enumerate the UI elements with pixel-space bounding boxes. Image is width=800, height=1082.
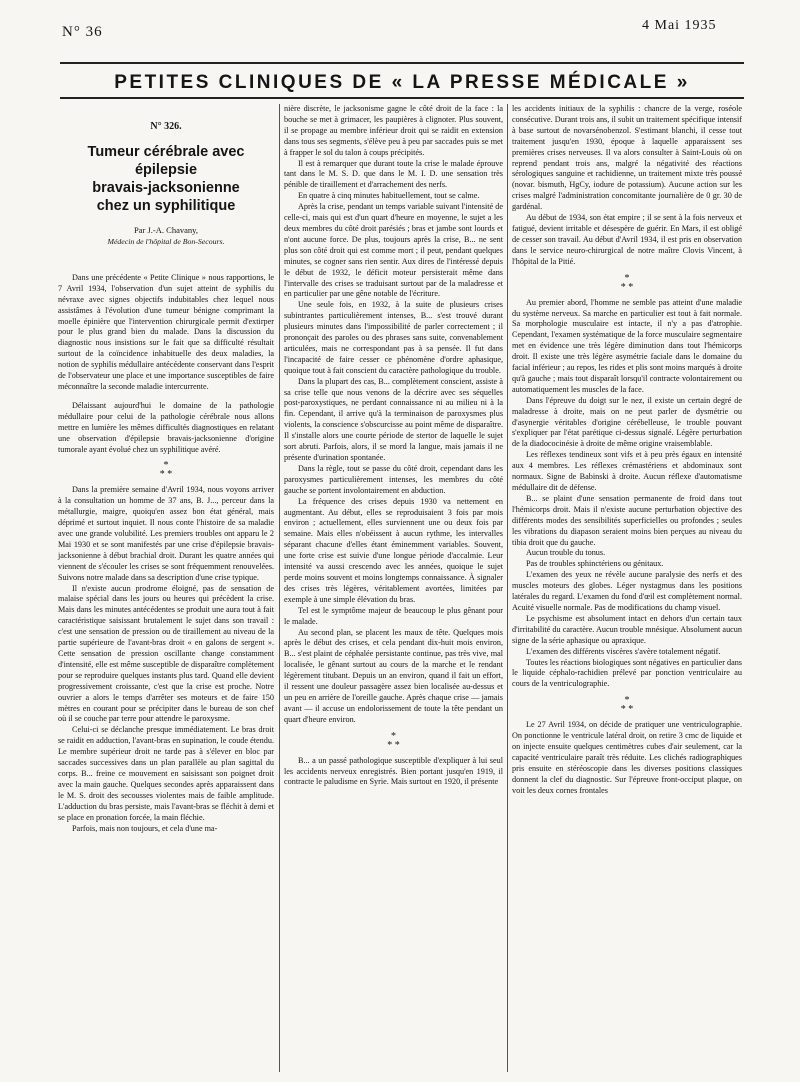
byline (58, 225, 274, 247)
paragraph: Tel est le symptôme majeur de beaucoup le plus gênant pour le malade. (284, 605, 503, 626)
column-separator-2 (507, 104, 508, 1072)
paragraph: Dans une précédente « Petite Clinique » nous rapportions, le 7 Avril 1934, l'observation d'un sujet atteint de syphilis du névraxe avec signes objectifs indubitables chez lequel nous assistâmes à l'évolution d'une tumeur bénigne comprimant la moelle épinière que l'intervention chirurgicale permit d'extirper pour le plus grand bien du malade. Dans la discussion du diagnostic nous insistions sur le fait que sa difficulté résultait surtout de la coïncidence inhabituelle des deux maladies, la notion de syphilis médullaire antécédente conservant dans l'esprit de l'observateur une place et une importance susceptibles de faire méconnaître la seconde maladie intercurrente. (58, 272, 274, 391)
paragraph: Dans la plupart des cas, B... complètement conscient, assiste à sa crise telle que nous venons de la décrire avec ses séquelles post-paroxystiques, ne perdant connaissance ni au milieu ni à la fin. Cependant, il arrive qu'à la terminaison de paroxysmes plus violents, la conscience s'obscurcisse au point même de disparaître. Il s'installe alors une courte période de stertor de laquelle le sujet sort abruti. Parfois, alors, il se mord la langue, mais jamais il ne présente d'urination spontanée. (284, 376, 503, 462)
paragraph: Toutes les réactions biologiques sont négatives en particulier dans le liquide céphalo-rachidien prélevé par ponction ventriculaire au cours de la ventriculographie. (512, 657, 742, 689)
paragraph: Dans la première semaine d'Avril 1934, nous voyons arriver à la consultation un homme de 37 ans, B. J..., perceur dans la métallurgie, maigre, quoiqu'en assez bon état général, mais déprimé et surtout inquiet. Il nous conte l'histoire de sa maladie avec une grande volubilité. Les premiers troubles ont apparu le 2 Mai 1930 et se sont manifestés par une crise d'épilepsie bravais-jacksonienne à début brachial droit. Durant les quatre années qui viennent de s'écouler les crises se sont fréquemment renouvelées. Suivons notre malade dans sa description d'une crise typique. (58, 485, 274, 582)
paragraph: Pas de troubles sphinctériens ou génitaux. (526, 559, 664, 569)
section-separator: * * * (620, 272, 634, 293)
paragraph: La fréquence des crises depuis 1930 va nettement en augmentant. Au début, elles se reproduisaient 3 fois par mois environ ; actuellement, elles surviennent une ou deux fois par semaine. Mais elles n'obéissent à aucun rythme, les intervalles séparant chacune d'elles étant éminemment variables. Souvent, une forte crise est suivie d'une longue période d'accalmie. Leur intensité va aussi crescendo avec les années, quoique le sujet perde moins souvent et moins longtemps connaissance. À signaler des crises très légères, véritablement avortées, limitées par exemple à une simple élévation du bras. (284, 496, 503, 604)
title-line: chez un syphilitique (96, 197, 236, 214)
column-1 (58, 104, 274, 834)
paragraph: Le psychisme est absolument intact en dehors d'un certain taux d'irritabilité du caractère. Aucun trouble mnésique. Absolument aucun signe de la série aphasique ou apraxique. (512, 613, 742, 645)
paragraph: Il n'existe aucun prodrome éloigné, pas de sensation de malaise spécial dans les jours ou heures qui précèdent la crise. Mais dans les minutes antécédentes se produit une aura tout à fait caractéristique saisissant brutalement le sujet dans son travail : c'est une sensation de pression ou de tiraillement au niveau de la partie supérieure de l'avant-bras droit « en galons de sergent ». Cette sensation de pression oscillante change constamment d'intensité, elle est même susceptible de disparaître complètement pour se reproduire quelques instants plus tard. Quand elle devient progressivement croissante, c'est que la crise est proche. Notre ouvrier a alors le temps d'arrêter ses moteurs et de faire 150 mètres en courant pour se précipiter dans le bureau de son chef où il se couche par terre pour attendre le paroxysme. (58, 583, 274, 724)
paragraph: Les réflexes tendineux sont vifs et à peu près égaux en intensité aux 4 membres. Les réflexes crémastériens et abdominaux sont normaux. Signe de Babinski à droite. Aucun réflexe d'automatisme médullaire dit de défense. (512, 450, 742, 492)
affiliation: Médecin de l'hôpital de Bon-Secours. (107, 236, 225, 246)
paragraph: Aucun trouble du tonus. (526, 548, 606, 558)
paragraph: L'examen des yeux ne révèle aucune paralysie des nerfs et des muscles moteurs des globes. Léger nystagmus dans les positions latérales du regard. L'examen du fond d'œil est complètement normal. Acuité visuelle normale. Pas de modifications du champ visuel. (512, 570, 742, 612)
header-rule-bottom (60, 97, 744, 99)
title-line: bravais-jacksonienne (92, 179, 240, 196)
paragraph: Parfois, mais non toujours, et cela d'une ma- (72, 823, 218, 833)
section-separator: * * * (159, 460, 173, 481)
paragraph: Il est à remarquer que durant toute la crise le malade éprouve tant dans le M. S. D. que dans le M. I. D. une sensation très pénible de tiraillement et d'arrachement des nerfs. (284, 158, 503, 190)
paragraph: Dans la règle, tout se passe du côté droit, cependant dans les paroxysmes particulièrement intenses, les membres du côté gauche se portent involontairement en abduction. (284, 463, 503, 495)
paragraph: les accidents initiaux de la syphilis : chancre de la verge, roséole consécutive. Durant trois ans, il subit un traitement spécifique intensif à base surtout de novarsénobenzol. S'estimant blanchi, il cesse tout traitement jusqu'en 1930, époque à laquelle apparaissent ses premières crises nerveuses. Il va alors consulter à Saint-Louis où on reprend pendant trois ans, malgré la négativité des réactions sérologiques sanguine et rachidienne, un traitement mixte très poussé (novar. bismuth, HgCy, iodure de potassium). Aucune action sur les crises malgré l'administration concomitante journalière de 0 gr. 30 de gardénal. (512, 104, 742, 212)
column-3 (512, 104, 742, 797)
header-rule-top (60, 62, 744, 64)
paragraph: Dans l'épreuve du doigt sur le nez, il existe un certain degré de maladresse à droite, mais on ne peut parler de dysmétrie ou d'asynergie véritables d'origine cérébelleuse, le trouble pouvant s'expliquer par l'état parétique ci-dessus signalé. Légère perturbation de la diadococinésie à droite de même origine vraisemblable. (512, 395, 742, 449)
paragraph: Au début de 1934, son état empire ; il se sent à la fois nerveux et fatigué, devient irritable et désespère de guérir. En Mars, il est obligé de cesser son travail. Au début d'Avril 1934, il est pris en observation dans le service neuro-chirurgical de notre maître Clovis Vincent, à l'hôpital de la Pitié. (512, 213, 742, 266)
article-number: N° 326. (150, 121, 182, 132)
issue-number: N° 36 (62, 24, 103, 40)
banner-title: PETITES CLINIQUES DE « LA PRESSE MÉDICALE » (114, 72, 690, 93)
paragraph: Le 27 Avril 1934, on décide de pratiquer une ventriculographie. On ponctionne le ventricule latéral droit, on retire 3 cmc de liquide et on injecte ensuite quelques centimètres cubes d'air seulement, car la capacité ventriculaire paraît très réduite. Les clichés radiographiques pris ensuite en stéréoscopie dans les diverses positions classiques donnent la clef du diagnostic. Sur l'épreuve front-occiput plaque, on voit les deux cornes frontales (512, 720, 742, 795)
paragraph: L'examen des différents viscères s'avère totalement négatif. (526, 646, 721, 656)
paragraph: B... se plaint d'une sensation permanente de froid dans tout l'hémicorps droit. Mais il n'existe aucune perturbation objective des différents modes des sensibilités superficielles ou profondes ; seules les vibrations du diapason seraient moins bien perçues au niveau du tibia droit que du gauche. (512, 493, 742, 547)
column-separator-1 (279, 104, 280, 1072)
title-line: Tumeur cérébrale avec épilepsie (87, 143, 245, 178)
paragraph: nière discrète, le jacksonisme gagne le côté droit de la face : la bouche se met à grimacer, les paupières à clignoter. Plus souvent, il se propage au membre inférieur droit qui se raidit en extension dans tous ses segments, s'élève peu à peu par saccades puis se met à frapper le sol du talon à coups précipités. (284, 104, 503, 157)
paragraph: Au second plan, se placent les maux de tête. Quelques mois après le début des crises, et cela pendant dix-huit mois environ, B... s'est plaint de céphalée persistante continue, pas très vive, mal localisée, le gênant surtout au cours de la marche et le rendant légèrement titubant. Depuis un an environ, quand il fait un effort, il ressent une douleur passagère assez bien localisée au-dessus et un peu en arrière de l'oreille gauche. Après chaque crise — jamais avant — il accuse un endolorissement de toute la tête pendant un quart d'heure environ. (284, 627, 503, 724)
paragraph: Après la crise, pendant un temps variable suivant l'intensité de celle-ci, mais qui est d'un quart d'heure en moyenne, le sujet a les deux membres du côté droit parésiés ; bras et jambe sont lourds et n'ont aucune force. De plus, toujours après la crise, B... ne sent plus son côté droit qui est comme mort ; il peut, pendant quelques minutes, se cogner sans rien sentir. Aux dires de l'intéressé depuis le début de 1932, le déficit moteur persisterait même dans l'intervalle des crises se traduisant surtout par de la maladresse et en particulier par une gêne notable de l'écriture. (284, 202, 503, 299)
paragraph: Celui-ci se déclanche presque immédiatement. Le bras droit se raidit en adduction, l'avant-bras en supination, le coude étendu. Le membre supérieur droit ne tarde pas à s'élever en bloc par saccades successives dans un plan parallèle au plan sagittal du corps. B... freine ce mouvement en saisissant son poignet droit avec la main gauche. Quelques secondes après apparaissent dans le M. S. droit des secousses violentes mais de faible amplitude. L'adduction du bras persiste, mais l'avant-bras se fléchit à demi et se place en pronation forcée, la main fléchie. (58, 725, 274, 822)
paragraph: B... a un passé pathologique susceptible d'expliquer à lui seul les accidents nerveux enregistrés. Bien portant jusqu'en 1919, il contracte le paludisme en Syrie. Mais surtout en 1920, il présente (284, 755, 503, 787)
article-title (58, 143, 274, 215)
paragraph: Une seule fois, en 1932, à la suite de plusieurs crises subintrantes particulièrement intenses, B... s'est trouvé durant plusieurs minutes dans l'impossibilité de parler correctement ; il prononçait des paroles ou des phrases sans suite, convenablement articulées, mais ne correspondant pas à sa pensée. Il fut dans l'incapacité de faire cesser ce phénomène d'ordre aphasique, quoique tout à fait conscient du caractère pathologique du trouble. (284, 300, 503, 375)
paragraph: Au premier abord, l'homme ne semble pas atteint d'une maladie du système nerveux. Sa marche en particulier est tout à fait normale. Sa morphologie musculaire est intacte, il n'y a pas d'atrophie. Cependant, l'examen systématique de la force musculaire segmentaire met en évidence une très légère diminution dans tout l'hémicorps droit. Il existe une très légère asymétrie faciale dans le domaine du facial inférieur ; au repos, les rides et plis sont moins marqués à droite qu'à gauche ; mais tout disparaît lorsqu'il contracte volontairement ou automatiquement les muscles de la face. (512, 297, 742, 394)
author: Par J.-A. Chavany, (134, 224, 198, 235)
issue-date: 4 Mai 1935 (642, 18, 717, 33)
paragraph: En quatre à cinq minutes habituellement, tout se calme. (298, 191, 480, 201)
paragraph: Délaissant aujourd'hui le domaine de la pathologie médullaire pour celui de la pathologie cérébrale nous allons mettre en lumière les mêmes difficultés diagnostiques en relatant une observation d'épilepsie bravais-jacksonienne d'origine tumorale ayant évolué chez un syphilitique avéré. (58, 400, 274, 454)
section-separator: * * * (620, 695, 634, 716)
section-separator: * * * (387, 730, 400, 751)
column-2 (284, 104, 503, 788)
